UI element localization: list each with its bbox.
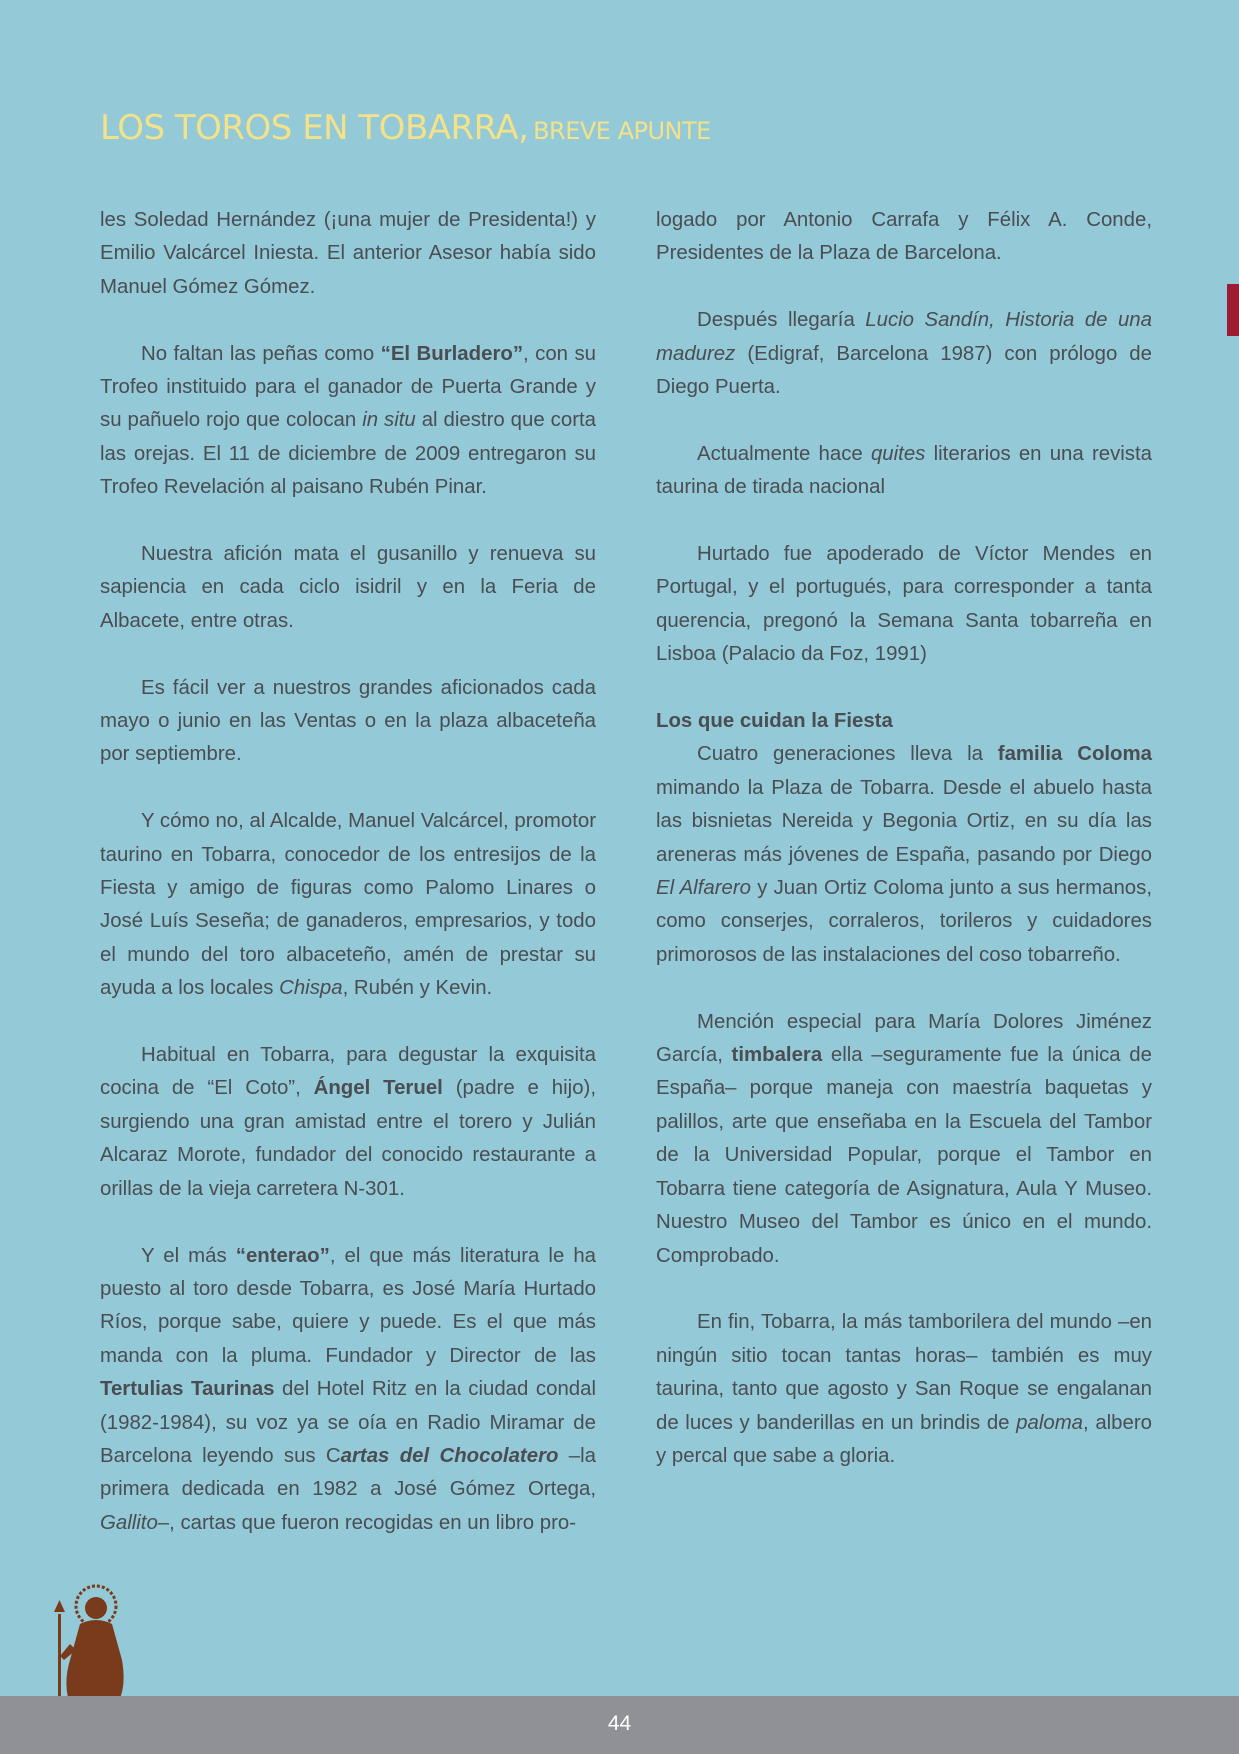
page-number: 44 [607,1712,632,1735]
left-column [100,204,596,1540]
saint-figure-icon [52,1584,136,1698]
paragraph: No faltan las peñas como “El Burladero”, con su Trofeo instituido para el ganador de Puerta Grande y su pañuelo rojo que colocan in situ al diestro que corta las orejas. El 11 de diciembre de 2009 entregaron su Trofeo Revelación al paisano Rubén Pinar. [100,342,596,499]
paragraph: Y el más “enterao”, el que más literatura le ha puesto al toro desde Tobarra, es José María Hurtado Ríos, porque sabe, quiere y puede. Es el que más manda con la pluma. Fundador y Director de las Tertulias Taurinas del Hotel Ritz en la ciudad condal (1982-1984), su voz ya se oía en Radio Miramar de Barcelona leyendo sus Cartas del Chocolatero –la primera dedicada en 1982 a José Gómez Ortega, Gallito–, cartas que fueron recogidas en un libro pro- [100,1244,597,1534]
right-column [656,204,1152,1473]
page-header [100,108,711,148]
header-title: LOS TOROS EN TOBARRA, [100,108,529,148]
header-subtitle: BREVE APUNTE [533,117,711,145]
paragraph: les Soledad Hernández (¡una mujer de Presidenta!) y Emilio Valcárcel Iniesta. El anterior Asesor había sido Manuel Gómez Gómez. [100,209,596,298]
paragraph: Después llegaría Lucio Sandín, Historia de una madurez (Edigraf, Barcelona 1987) con prólogo de Diego Puerta. [656,309,1152,399]
paragraph: Y cómo no, al Alcalde, Manuel Valcárcel, promotor taurino en Tobarra, conocedor de los entresijos de la Fiesta y amigo de figuras como Palomo Linares o José Luís Seseña; de ganaderos, empresarios, y todo el mundo del toro albaceteño, amén de prestar su ayuda a los locales Chispa, Rubén y Kevin. [100,810,596,1000]
page-footer [0,1696,1239,1754]
paragraph: Actualmente hace quites literarios en una revista taurina de tirada nacional [656,442,1152,499]
paragraph: Hurtado fue apoderado de Víctor Mendes en Portugal, y el portugués, para corresponder a tanta querencia, pregonó la Semana Santa tobarreña en Lisboa (Palacio da Foz, 1991) [656,543,1152,666]
paragraph: logado por Antonio Carrafa y Félix A. Conde, Presidentes de la Plaza de Barcelona. [656,209,1152,265]
paragraph: Es fácil ver a nuestros grandes aficionados cada mayo o junio en las Ventas o en la plaza albaceteña por septiembre. [100,676,596,766]
paragraph: Mención especial para María Dolores Jiménez García, timbalera ella –seguramente fue la única de España– porque maneja con maestría baquetas y palillos, arte que enseñaba en la Escuela del Tambor de la Universidad Popular, porque el Tambor en Tobarra tiene categoría de Asignatura, Aula Y Museo. Nuestro Museo del Tambor es único en el mundo. Comprobado. [656,1010,1152,1267]
paragraph: Habitual en Tobarra, para degustar la exquisita cocina de “El Coto”, Ángel Teruel (padre e hijo), surgiendo una gran amistad entre el torero y Julián Alcaraz Morote, fundador del conocido restaurante a orillas de la vieja carretera N-301. [100,1044,596,1200]
paragraph: Cuatro generaciones lleva la familia Coloma mimando la Plaza de Tobarra. Desde el abuelo hasta las bisnietas Nereida y Begonia Ortiz, en su día las areneras más jóvenes de España, pasando por Diego El Alfarero y Juan Ortiz Coloma junto a sus hermanos, como conserjes, corraleros, torileros y cuidadores primorosos de las instalaciones del coso tobarreño. [656,743,1152,966]
paragraph: Nuestra afición mata el gusanillo y renueva su sapiencia en cada ciclo isidril y en la Feria de Albacete, entre otras. [100,543,596,632]
paragraph: En fin, Tobarra, la más tamborilera del mundo –en ningún sitio tocan tantas horas– también es muy taurina, tanto que agosto y San Roque se engalanan de luces y banderillas en un brindis de paloma, albero y percal que sabe a gloria. [656,1311,1152,1467]
section-tab-marker [1227,284,1239,336]
section-heading: Los que cuidan la Fiesta [656,710,893,733]
